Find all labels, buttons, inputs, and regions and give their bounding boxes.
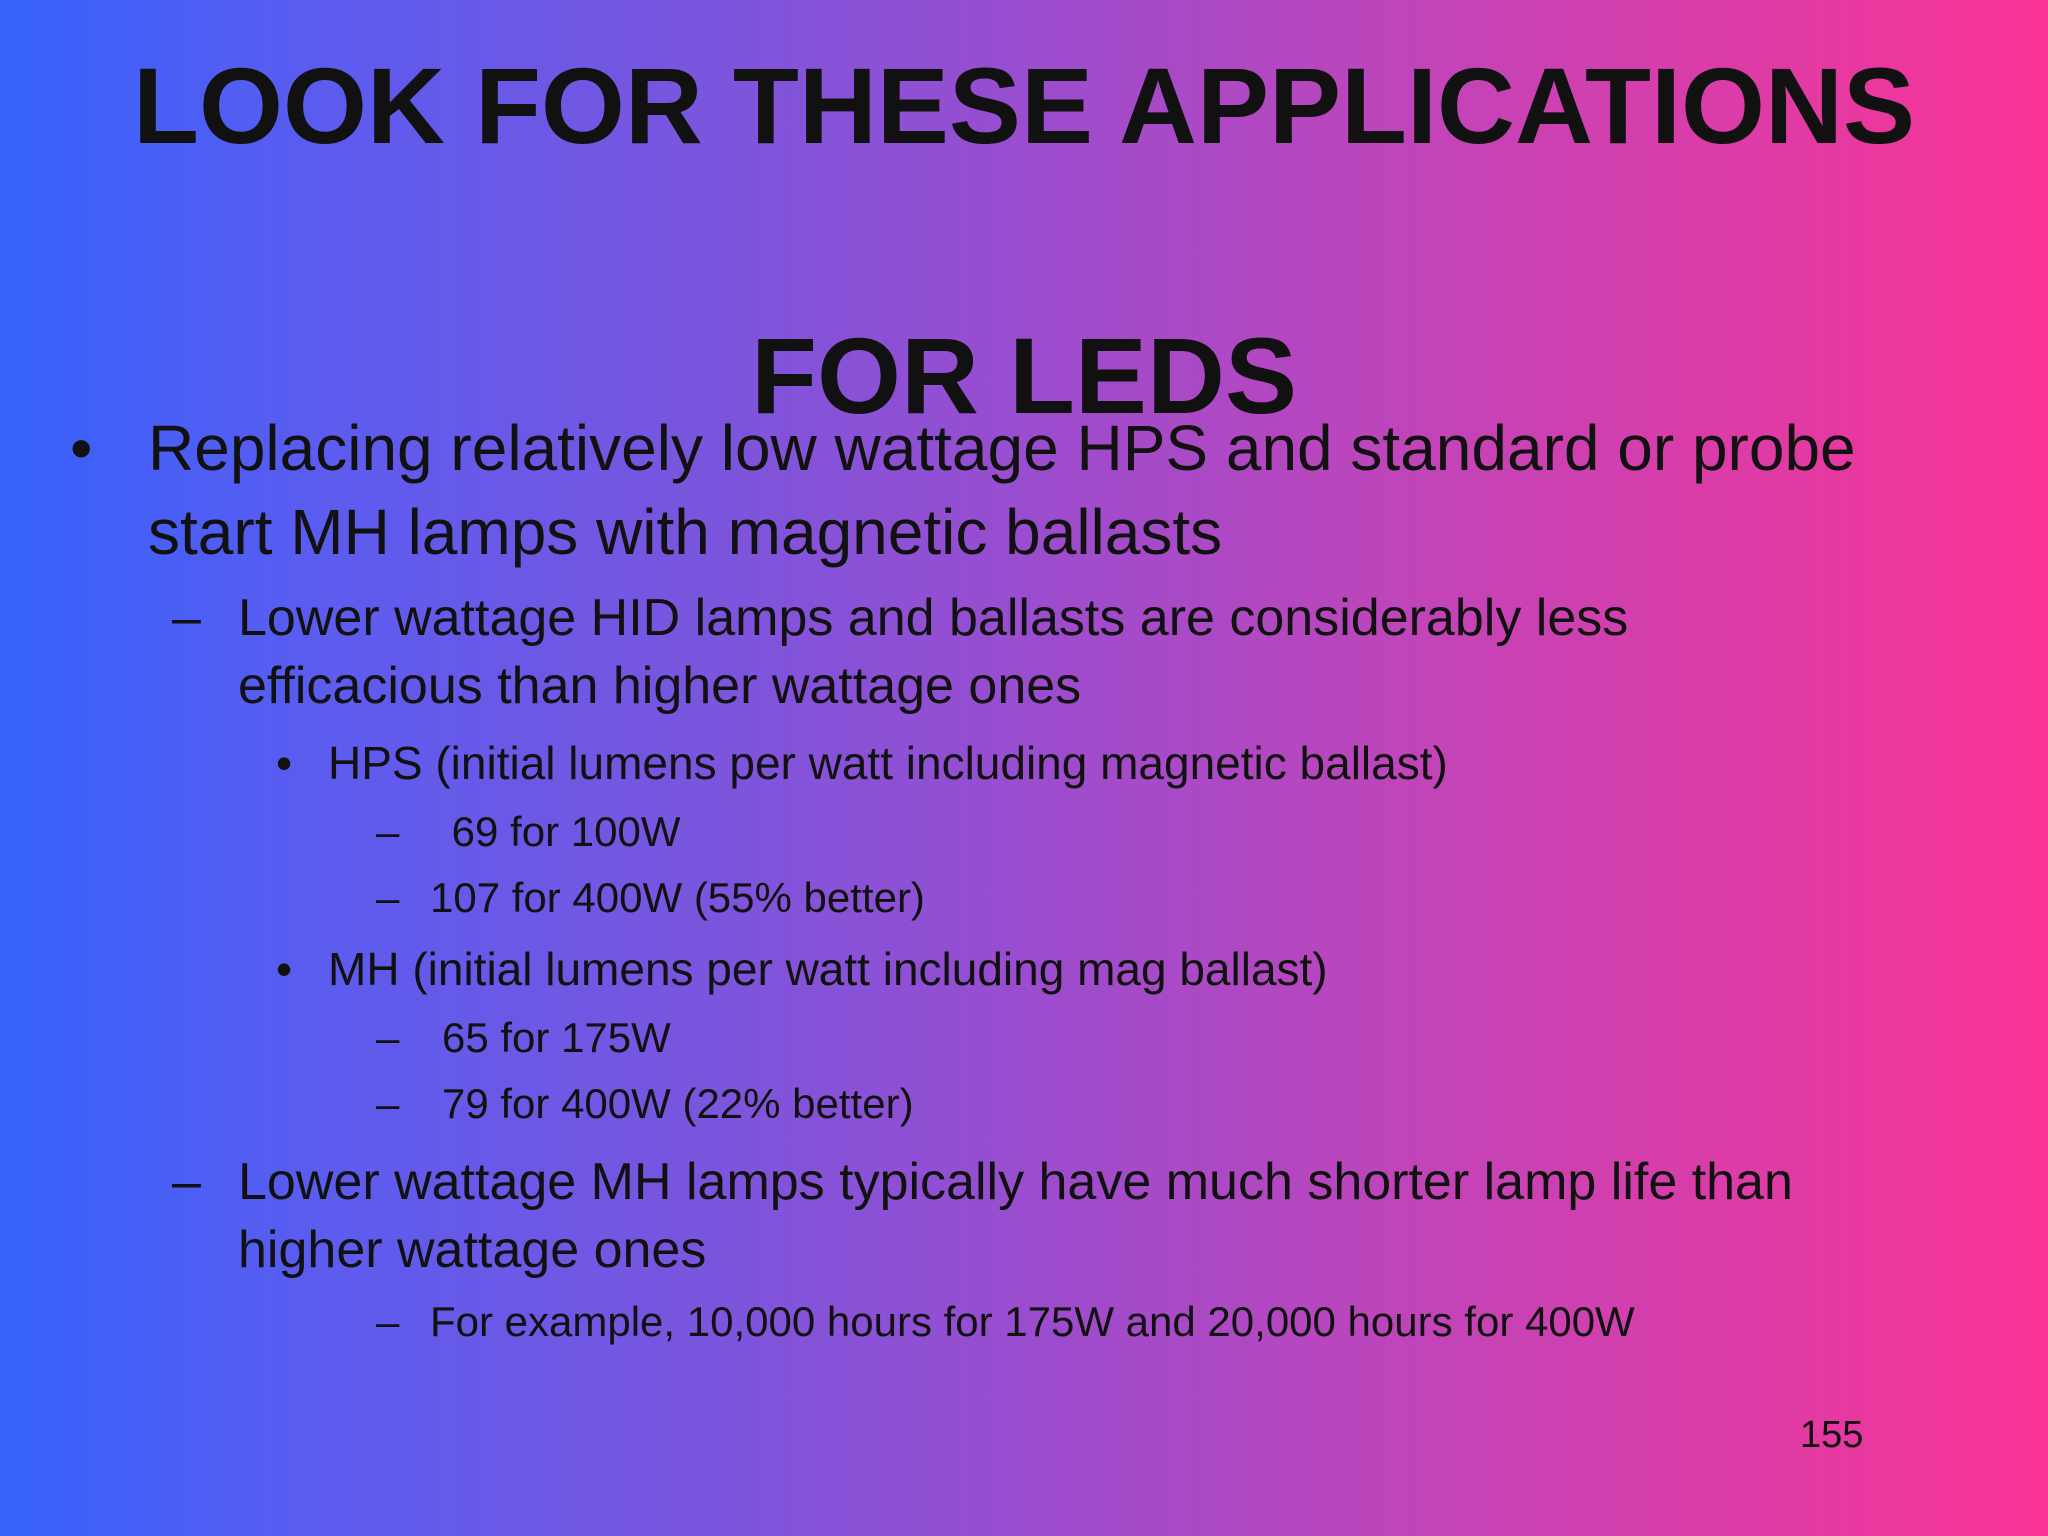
bullet-text-line: Replacing relatively low wattage HPS and standard or probe	[148, 412, 1856, 484]
dash-marker: –	[376, 808, 400, 855]
bullet-replacing-hid-lamps	[148, 406, 1856, 574]
bullet-lower-wattage-mh-life	[238, 1148, 1793, 1284]
bullet-text-line: efficacious than higher wattage ones	[238, 657, 1082, 715]
bullet-mh-400w: 79 for 400W (22% better)	[442, 1080, 914, 1127]
slide-title-line-1: LOOK FOR THESE APPLICATIONS	[132, 45, 1916, 166]
bullet-hps-400w: 107 for 400W (55% better)	[430, 874, 925, 921]
dash-marker: –	[172, 589, 201, 647]
slide-title-line-2: FOR LEDS	[750, 315, 1297, 436]
bullet-text-line: Lower wattage MH lamps typically have much shorter lamp life than	[238, 1153, 1793, 1211]
dash-marker: –	[376, 1014, 400, 1061]
bullet-lamp-life-example: For example, 10,000 hours for 175W and 20,000 hours for 400W	[430, 1298, 1635, 1345]
bullet-text-line: higher wattage ones	[238, 1221, 707, 1279]
bullet-hps-100w: 69 for 100W	[440, 808, 681, 855]
bullet-marker: •	[70, 412, 93, 484]
dash-marker: –	[376, 1080, 400, 1127]
bullet-mh-efficacy: MH (initial lumens per watt including mag ballast)	[328, 943, 1328, 995]
dash-marker: –	[376, 1298, 400, 1345]
bullet-marker: •	[276, 737, 293, 789]
dash-marker: –	[376, 874, 400, 921]
bullet-mh-175w: 65 for 175W	[442, 1014, 671, 1061]
bullet-lower-wattage-hid	[238, 584, 1628, 720]
bullet-marker: •	[276, 943, 293, 995]
bullet-text-line: start MH lamps with magnetic ballasts	[148, 496, 1223, 568]
page-number: 155	[1800, 1414, 1864, 1456]
bullet-text-line: Lower wattage HID lamps and ballasts are considerably less	[238, 589, 1629, 647]
dash-marker: –	[172, 1153, 201, 1211]
bullet-hps-efficacy: HPS (initial lumens per watt including magnetic ballast)	[328, 737, 1448, 789]
